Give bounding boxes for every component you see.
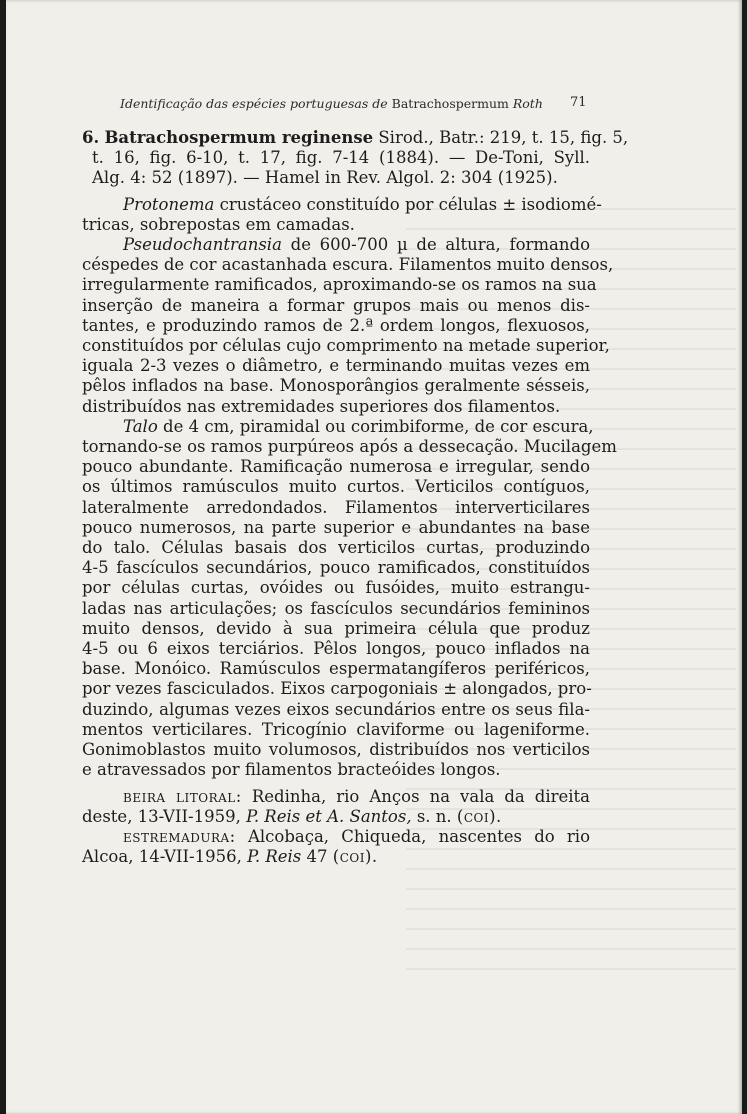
citation: Sirod., Batr.: 219, t. 15, fig. 5,	[378, 128, 629, 147]
paragraph-line: iguala 2-3 vezes o diâmetro, e terminando muitas vezes em	[82, 356, 590, 376]
header-title: Identificação das espécies portuguesas de	[120, 96, 388, 111]
citation-line: t. 16, fig. 6-10, t. 17, fig. 7-14 (1884). — De-Toni, Syll.	[92, 148, 590, 168]
paragraph-line: duzindo, algumas vezes eixos secundários entre os seus fila-	[82, 699, 590, 719]
protonema-paragraph	[82, 194, 602, 235]
paragraph-line: distribuídos nas extremidades superiores dos filamentos.	[82, 396, 561, 416]
paragraph-line: base. Monóico. Ramúsculos espermatangíferos periféricos,	[82, 659, 590, 679]
date: Alcoa, 14-VII-1956,	[82, 847, 242, 867]
term: Pseudochantransia	[123, 235, 282, 255]
paragraph-line: tornando-se os ramos purpúreos após a dessecação. Mucilagem	[82, 437, 617, 457]
paragraph-line: mentos verticilares. Tricogínio claviforme ou lageniforme.	[82, 719, 590, 739]
specimen-number: s. n.	[416, 806, 452, 826]
region-name: estremadura:	[123, 826, 236, 846]
paragraph-line: pouco abundante. Ramificação numerosa e irregular, sendo	[82, 457, 590, 477]
paragraph-line: céspedes de cor acastanhada escura. Filamentos muito densos,	[82, 255, 614, 275]
paragraph-line: constituídos por células cujo comprimento na metade superior,	[82, 336, 610, 356]
date: deste, 13-VII-1959,	[82, 806, 241, 826]
paragraph-line: muito densos, devido à sua primeira célula que produz	[82, 618, 590, 638]
locality-line	[82, 787, 590, 807]
paragraph-line	[82, 194, 602, 215]
text: crustáceo constituído por células ± isodiomé-	[219, 194, 602, 214]
herbarium-code: (coi).	[456, 806, 502, 826]
book-page	[6, 0, 742, 1114]
term: Talo	[123, 416, 158, 436]
paragraph-line: 4-5 ou 6 eixos terciários. Pêlos longos, pouco inflados na	[82, 639, 590, 659]
paragraph-line: inserção de maneira a formar grupos mais ou menos dis-	[82, 295, 590, 315]
paragraph-line: por células curtas, ovóides ou fusóides, muito estrangu-	[82, 578, 590, 598]
region-name: beira litoral:	[123, 786, 242, 806]
locality-text: Alcobaça, Chiqueda, nascentes do rio	[247, 826, 591, 846]
paragraph-line: irregularmente ramificados, aproximando-se os ramos na sua	[82, 275, 597, 295]
page-body	[82, 128, 629, 867]
locality-record	[82, 827, 590, 867]
term: Protonema	[123, 194, 215, 214]
locality-record	[82, 787, 590, 827]
paragraph-line: do talo. Células basais dos verticilos curtas, produzindo	[82, 538, 590, 558]
paragraph-line	[82, 416, 594, 437]
paragraph-line: os últimos ramúsculos muito curtos. Verticilos contíguos,	[82, 477, 590, 497]
paragraph-line: Gonimoblastos muito volumosos, distribuídos nos verticilos	[82, 740, 590, 760]
locality-line	[82, 827, 590, 847]
entry-line	[82, 128, 629, 148]
paragraph-line: e atravessados por filamentos bracteóides longos.	[82, 760, 501, 780]
locality-line	[82, 807, 590, 827]
paragraph-line: 4-5 fascículos secundários, pouco ramificados, constituídos	[82, 558, 590, 578]
locality-text: Redinha, rio Anços na vala da direita	[251, 786, 590, 806]
paragraph-line: pouco numerosos, na parte superior e abundantes na base	[82, 517, 590, 537]
citation-line: Alg. 4: 52 (1897). — Hamel in Rev. Algol. 2: 304 (1925).	[92, 168, 558, 188]
herbarium-code: (coi).	[332, 847, 378, 867]
paragraph-line: tantes, e produzindo ramos de 2.ª ordem longos, flexuosos,	[82, 315, 590, 335]
paragraph-line: por vezes fasciculados. Eixos carpogoniais ± alongados, pro-	[82, 679, 592, 699]
text: de 600-700 µ de altura, formando	[290, 235, 590, 255]
running-header	[120, 96, 572, 111]
collectors: P. Reis et A. Santos,	[246, 806, 412, 826]
talo-paragraph	[82, 416, 617, 781]
paragraph-line: pêlos inflados na base. Monosporângios geralmente sésseis,	[82, 376, 590, 396]
species-entry	[82, 128, 629, 189]
header-genus: Batrachospermum	[391, 96, 509, 111]
collectors: P. Reis	[247, 847, 302, 867]
paragraph-line	[82, 235, 590, 255]
entry-number: 6.	[82, 128, 100, 147]
header-author: Roth	[512, 96, 543, 111]
pseudochantransia-paragraph	[82, 235, 614, 417]
paragraph-line: tricas, sobrepostas em camadas.	[82, 214, 355, 234]
specimen-number: 47	[306, 847, 328, 867]
page-number: 71	[570, 95, 587, 110]
species-name: Batrachospermum reginense	[104, 128, 374, 147]
text: de 4 cm, piramidal ou corimbiforme, de cor escura,	[163, 416, 594, 436]
paragraph-line: lateralmente arredondados. Filamentos interverticilares	[82, 497, 590, 517]
paragraph-line: ladas nas articulações; os fascículos secundários femininos	[82, 598, 590, 618]
locality-line	[82, 847, 590, 867]
